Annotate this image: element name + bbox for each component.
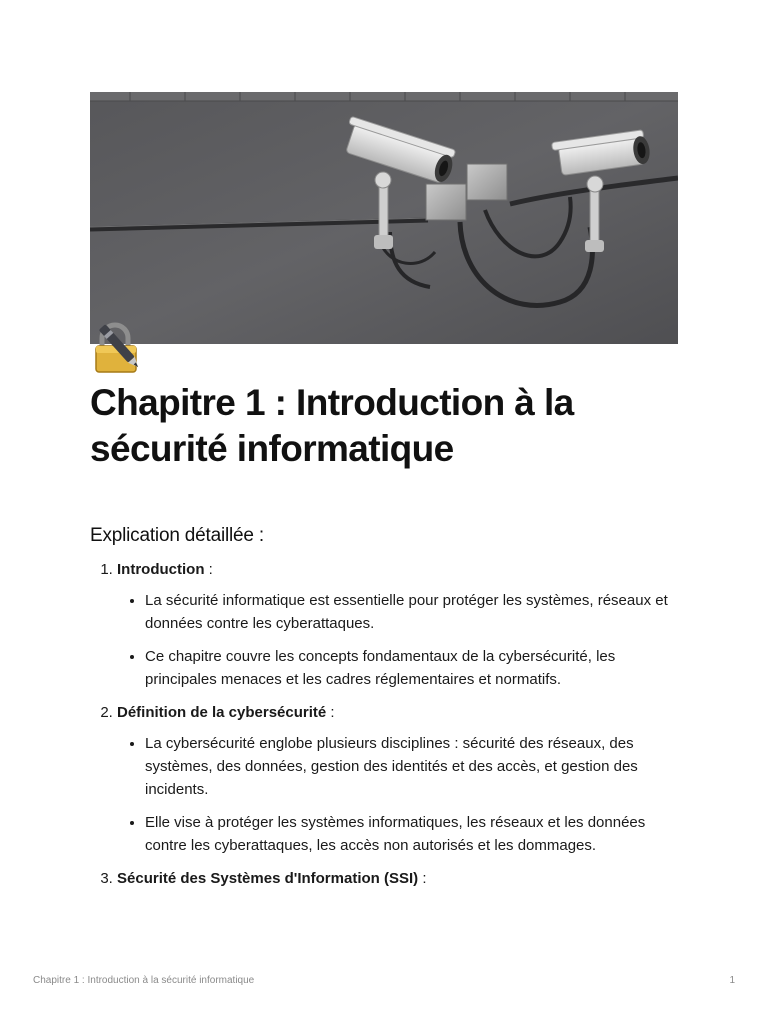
section-heading: [117, 867, 690, 890]
section-heading: [117, 558, 690, 581]
section-title: Introduction: [117, 561, 205, 578]
section-title: Définition de la cybersécurité: [117, 704, 327, 721]
security-camera-photo: [90, 92, 678, 344]
bullet-list: [117, 732, 690, 857]
bullet-item: • La cybersécurité englobe plusieurs disciplines : sécurité des réseaux, des systèmes, des données, gestion des identités et des accès, et gestion des incidents.: [145, 732, 690, 801]
sections-list: [90, 558, 690, 890]
footer-running-title: Chapitre 1 : Introduction à la sécurité informatique: [33, 975, 255, 986]
section-item: [117, 701, 690, 857]
section-subheading: Explication détaillée :: [90, 525, 264, 546]
section-item: [117, 867, 690, 890]
section-title: Sécurité des Systèmes d'Information (SSI): [117, 870, 419, 887]
footer-page-number: 1: [729, 975, 735, 986]
section-suffix: :: [326, 704, 335, 721]
bullet-list: [117, 589, 690, 691]
bullet-item: • Ce chapitre couvre les concepts fondamentaux de la cybersécurité, les principales menaces et les cadres réglementaires et normatifs.: [145, 645, 690, 691]
section-suffix: :: [418, 870, 427, 887]
document-body: [90, 558, 690, 899]
section-item: [117, 558, 690, 691]
section-suffix: :: [204, 561, 213, 578]
cover-image: [90, 92, 678, 344]
page-title: Chapitre 1 : Introduction à la sécurité informatique: [90, 382, 574, 469]
lock-with-pen-icon: [92, 318, 146, 374]
bullet-item: • La sécurité informatique est essentielle pour protéger les systèmes, réseaux et données contre les cyberattaques.: [145, 589, 690, 635]
section-heading: [117, 701, 690, 724]
bullet-item: • Elle vise à protéger les systèmes informatiques, les réseaux et les données contre les cyberattaques, les accès non autorisés et les dommages.: [145, 811, 690, 857]
